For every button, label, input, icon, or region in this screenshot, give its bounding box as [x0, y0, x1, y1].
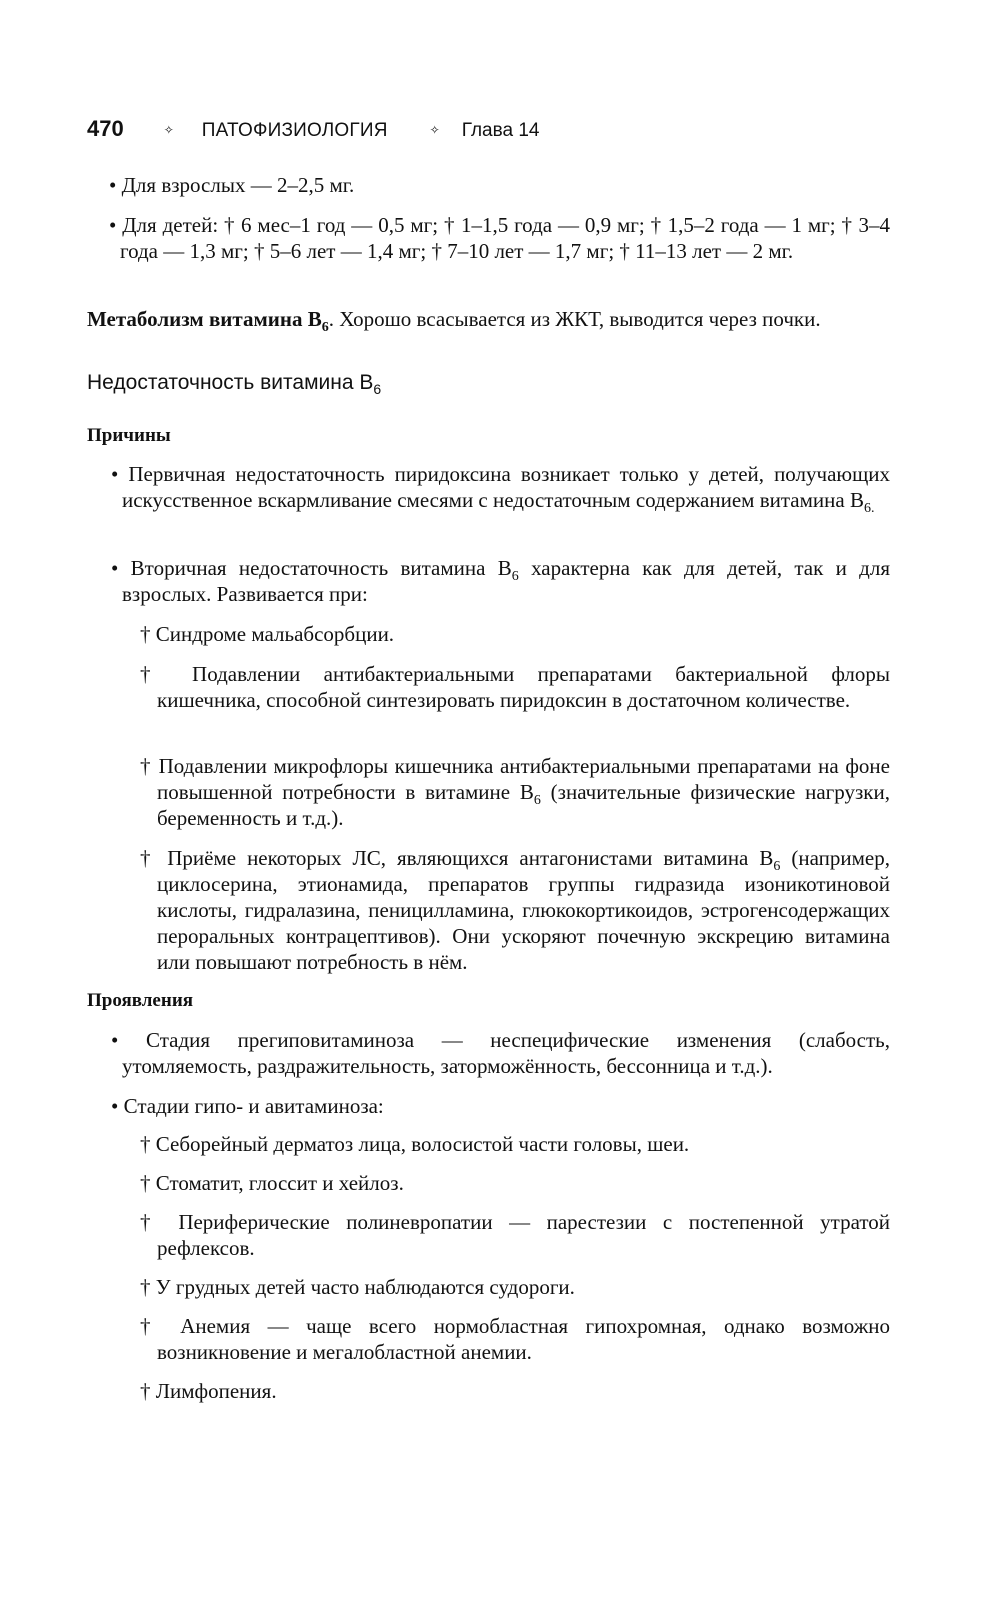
- secondary-deficiency-text: • Вторичная недостаточность витамина В: [111, 556, 512, 580]
- cause-drugs: [140, 845, 890, 975]
- primary-deficiency: [111, 461, 890, 516]
- cause-antibacterial: † Подавлении антибактериальными препаратами бактериальной флоры кишечника, способной синтезировать пиридоксин в достаточном количестве.: [140, 662, 890, 712]
- symptom-anemia: † Анемия — чаще всего нормобластная гипохромная, однако возможно возникновение и мегалобластной анемии.: [140, 1314, 890, 1364]
- symptom-polyneuropathy: † Периферические полиневропатии — парестезии с постепенной утратой рефлексов.: [140, 1210, 890, 1260]
- subscript: 6: [321, 320, 329, 335]
- page-number: 470: [87, 116, 124, 141]
- dosage-adults: • Для взрослых — 2–2,5 мг.: [109, 173, 355, 197]
- cause-microflora-text: † Подавлении микрофлоры кишечника антибактериальными препаратами на фоне повышенной потребности в витамине В: [140, 754, 890, 804]
- metabolism-paragraph: [87, 306, 897, 335]
- diamond-separator-icon: ✧: [429, 123, 440, 137]
- chapter-title: Глава 14: [461, 120, 540, 141]
- section-heading-text: Недостаточность витамина В: [87, 371, 374, 394]
- symptom-dermatitis: † Себорейный дерматоз лица, волосистой части головы, шеи.: [140, 1132, 690, 1156]
- subscript: 6: [511, 569, 519, 584]
- section-heading: [87, 371, 381, 395]
- symptom-lymphopenia: † Лимфопения.: [140, 1379, 277, 1403]
- prehypo-stage: • Стадия прегиповитаминоза — неспецифические изменения (слабость, утомляемость, раздражительность, заторможённость, бессонница и т.д.).: [111, 1028, 890, 1078]
- symptom-seizures: † У грудных детей часто наблюдаются судороги.: [140, 1275, 575, 1299]
- diamond-separator-icon: ✧: [163, 123, 174, 137]
- cause-drugs-text-end: (например, циклосерина, этионамида, препаратов группы гидразида изоникотиновой кислоты, гидралазина, пеницилламина, глюкокортикоидов, эстрогенсодержащих пероральных контрацептивов). Они ускоряют почечную экскрецию витамина или повышают потребность в нём.: [157, 846, 890, 974]
- running-header: [87, 116, 539, 146]
- causes-heading: Причины: [87, 425, 171, 446]
- subscript: 6: [373, 381, 382, 397]
- secondary-deficiency-text-end: характерна как для детей, так и для взрослых. Развивается при:: [122, 556, 890, 606]
- dosage-children: • Для детей: † 6 мес–1 год — 0,5 мг; † 1–1,5 года — 0,9 мг; † 1,5–2 года — 1 мг; † 3–4 года — 1,3 мг; † 5–6 лет — 1,4 мг; † 7–10 лет — 1,7 мг; † 11–13 лет — 2 мг.: [109, 213, 890, 263]
- symptom-stomatitis: † Стоматит, глоссит и хейлоз.: [140, 1171, 404, 1195]
- metabolism-label: Метаболизм витамина В: [87, 307, 322, 331]
- primary-deficiency-text: • Первичная недостаточность пиридоксина возникает только у детей, получающих искусственное вскармливание смесями с недостаточным содержанием витамина В: [111, 462, 890, 512]
- subscript: 6: [773, 859, 781, 874]
- section-title: ПАТОФИЗИОЛОГИЯ: [201, 120, 388, 141]
- subscript: 6: [533, 793, 541, 808]
- cause-malabsorption: † Синдроме мальабсорбции.: [140, 622, 395, 646]
- cause-microflora-text-end: (значительные физические нагрузки, беременность и т.д.).: [157, 780, 890, 830]
- cause-drugs-text: † Приёме некоторых ЛС, являющихся антагонистами витамина В: [140, 846, 774, 870]
- cause-microflora: [140, 753, 890, 831]
- secondary-deficiency: [111, 555, 890, 607]
- subscript: 6.: [863, 501, 875, 516]
- hypo-stage: • Стадии гипо- и авитаминоза:: [111, 1094, 384, 1118]
- manifestations-heading: Проявления: [87, 990, 194, 1011]
- metabolism-text: . Хорошо всасывается из ЖКТ, выводится через почки.: [328, 307, 821, 331]
